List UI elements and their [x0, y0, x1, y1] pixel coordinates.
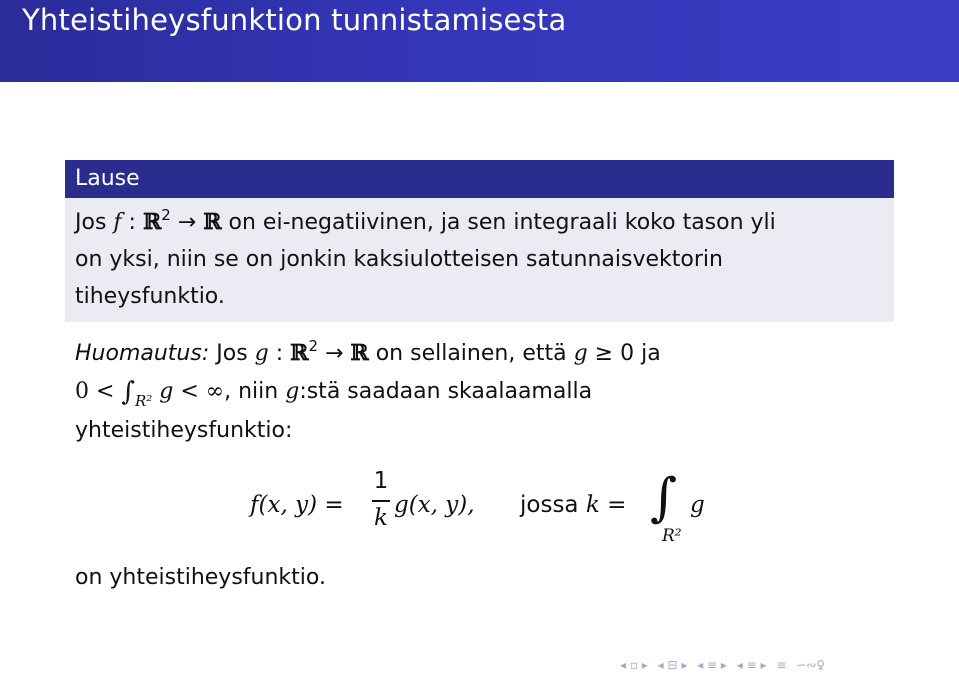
formula-lhs: f(x, y) = [250, 492, 344, 518]
theorem-block [65, 160, 894, 322]
nav-frame-icon[interactable]: ◂ ▫ ▸ [620, 658, 648, 672]
text-fragment: on sellainen, että [368, 341, 574, 366]
math-reals: ℝ [142, 209, 162, 235]
remark-line-1 [75, 335, 895, 372]
text-fragment: , niin [224, 379, 286, 404]
math-arrow: → [318, 341, 351, 366]
text-fragment: Jos [209, 341, 255, 366]
closing-text: on yhteistiheysfunktio. [75, 565, 326, 590]
text-fragment: 0 ja [620, 341, 661, 366]
remark-line-2 [75, 372, 895, 412]
nav-subsection2-icon[interactable]: ◂ ≡ ▸ [736, 658, 767, 672]
text-fragment: jossa [520, 492, 586, 518]
fraction-numerator: 1 [373, 468, 389, 494]
theorem-line-3: tiheysfunktio. [75, 284, 225, 309]
slide-title: Yhteistiheysfunktion tunnistamisesta [22, 3, 567, 37]
fraction-denominator: k [374, 504, 388, 531]
integral-subscript: R² [662, 526, 682, 546]
math-geq: ≥ [587, 341, 621, 366]
math-reals: ℝ [203, 209, 222, 235]
math-arrow: → [170, 210, 204, 235]
display-formula [250, 468, 770, 548]
math-g: g [285, 379, 300, 404]
beamer-navigation [620, 658, 950, 678]
math-exponent: 2 [161, 206, 171, 224]
math-zero-lt: 0 < [75, 379, 122, 404]
math-g: g [152, 379, 181, 404]
integral-sign: ∫ [121, 377, 135, 407]
theorem-block-header [65, 160, 894, 198]
math-colon: : [121, 210, 143, 235]
integral-sign: ∫ [650, 468, 678, 528]
math-g: g [573, 341, 588, 366]
nav-subsection-icon[interactable]: ◂ ⊟ ▸ [657, 658, 688, 672]
text-fragment: Jos [75, 210, 114, 235]
remark-label: Huomautus: [75, 341, 210, 366]
math-lt-infinity: < ∞ [180, 379, 225, 404]
math-f: f [113, 210, 122, 235]
math-reals: ℝ [350, 340, 369, 366]
formula-fraction [372, 468, 390, 531]
nav-search-icon[interactable]: ∽∾♀ [796, 658, 826, 672]
theorem-line-2: on yksi, niin se on jonkin kaksiulotteisen satunnaisvektorin [75, 247, 723, 272]
remark-paragraph [75, 335, 895, 449]
text-fragment: on ei-negatiivinen, ja sen integraali koko tason yli [221, 210, 776, 235]
math-colon: : [268, 341, 291, 366]
theorem-body [75, 204, 875, 315]
math-k-equals: k = [585, 492, 627, 518]
theorem-label: Lause [75, 166, 140, 191]
theorem-line-1 [75, 204, 875, 241]
remark-line-3: yhteistiheysfunktio: [75, 418, 293, 443]
math-g: g [254, 341, 269, 366]
formula-rhs: g(x, y), [394, 492, 475, 518]
fraction-bar [372, 500, 390, 502]
integral-subscript: R² [134, 392, 153, 410]
title-bar [0, 0, 959, 82]
nav-align-icon[interactable]: ≡ [776, 658, 787, 672]
math-reals: ℝ [290, 340, 309, 366]
formula-where [520, 492, 626, 518]
text-fragment: :stä saadaan skaalaamalla [299, 379, 593, 404]
nav-section-icon[interactable]: ◂ ≡ ▸ [697, 658, 727, 672]
math-g: g [690, 492, 705, 518]
math-exponent: 2 [308, 337, 318, 355]
